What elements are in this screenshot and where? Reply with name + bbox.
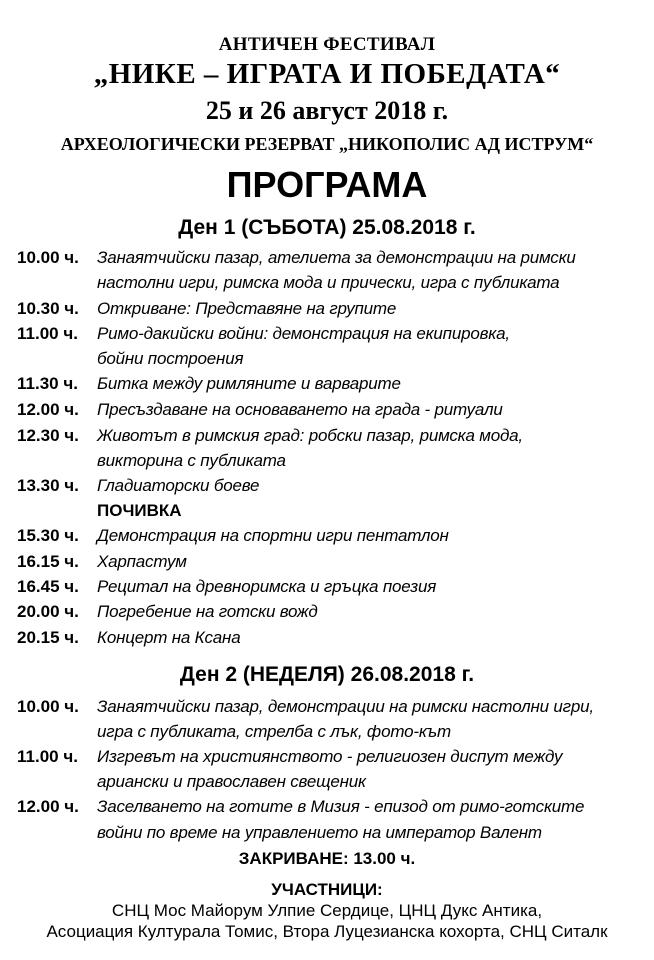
participants-line: Асоциация Културала Томис, Втора Луцезианска кохорта, СНЦ Ситалк bbox=[46, 922, 608, 941]
schedule-text: Занаятчийски пазар, демонстрации на римски настолни игри, bbox=[97, 697, 594, 716]
schedule-time: 12.00 ч. bbox=[17, 400, 79, 419]
pause-label: ПОЧИВКА bbox=[97, 501, 182, 520]
schedule-text: Харпастум bbox=[97, 552, 187, 571]
schedule-text: Гладиаторски боеве bbox=[97, 476, 260, 495]
schedule-time: 12.30 ч. bbox=[17, 426, 79, 445]
schedule-text: Погребение на готски вожд bbox=[97, 602, 318, 621]
schedule-text: Животът в римския град: робски пазар, римска мода, bbox=[97, 426, 523, 445]
schedule-time: 16.45 ч. bbox=[17, 577, 79, 596]
schedule-time: 20.15 ч. bbox=[17, 628, 79, 647]
schedule-time: 16.15 ч. bbox=[17, 552, 79, 571]
schedule-time: 10.00 ч. bbox=[17, 248, 79, 267]
schedule-text: Пресъздаване на основаването на града - ритуали bbox=[97, 400, 503, 419]
schedule-text-cont: войни по време на управлението на император Валент bbox=[97, 823, 542, 842]
program-title: ПРОГРАМА bbox=[226, 164, 428, 205]
schedule-time: 10.30 ч. bbox=[17, 299, 79, 318]
schedule-text-cont: игра с публиката, стрелба с лък, фото-кът bbox=[97, 722, 451, 741]
day1-title: Ден 1 (СЪБОТА) 25.08.2018 г. bbox=[178, 216, 476, 239]
participants-line: СНЦ Мос Майорум Улпие Сердице, ЦНЦ Дукс Антика, bbox=[111, 901, 543, 920]
schedule-time: 20.00 ч. bbox=[17, 602, 79, 621]
festival-venue: АРХЕОЛОГИЧЕСКИ РЕЗЕРВАТ „НИКОПОЛИС АД ИСТРУМ“ bbox=[60, 134, 594, 154]
schedule-time: 11.00 ч. bbox=[17, 747, 78, 766]
schedule-text-cont: настолни игри, римска мода и прически, игра с публиката bbox=[97, 273, 560, 292]
schedule-time: 15.30 ч. bbox=[17, 526, 79, 545]
schedule-time: 11.30 ч. bbox=[17, 374, 78, 393]
schedule-text-cont: бойни построения bbox=[97, 349, 244, 368]
schedule-text: Демонстрация на спортни игри пентатлон bbox=[97, 526, 449, 545]
schedule-text: Занаятчийски пазар, ателиета за демонстрации на римски bbox=[97, 248, 576, 267]
festival-title: „НИКЕ – ИГРАТА И ПОБЕДАТА“ bbox=[93, 58, 561, 90]
festival-dates: 25 и 26 август 2018 г. bbox=[205, 96, 449, 125]
schedule-text: Откриване: Представяне на групите bbox=[97, 299, 397, 318]
schedule-text: Изгревът на християнството - религиозен диспут между bbox=[97, 747, 563, 766]
schedule-time: 12.00 ч. bbox=[17, 797, 79, 816]
schedule-text: Заселването на готите в Мизия - епизод от римо-готските bbox=[97, 797, 585, 816]
schedule-text-cont: ариански и православен свещеник bbox=[97, 772, 366, 791]
schedule-time: 11.00 ч. bbox=[17, 324, 78, 343]
schedule-text-cont: викторина с публиката bbox=[97, 451, 286, 470]
closing-label: ЗАКРИВАНЕ: 13.00 ч. bbox=[238, 849, 416, 868]
festival-label: АНТИЧЕН ФЕСТИВАЛ bbox=[218, 34, 436, 55]
schedule-text: Рецитал на древноримска и гръцка поезия bbox=[97, 577, 437, 596]
schedule-time: 13.30 ч. bbox=[17, 476, 79, 495]
schedule-text: Битка между римляните и варварите bbox=[97, 374, 401, 393]
schedule-text: Римо-дакийски войни: демонстрация на екипировка, bbox=[97, 324, 510, 343]
participants-title: УЧАСТНИЦИ: bbox=[271, 880, 383, 899]
schedule-text: Концерт на Ксана bbox=[97, 628, 241, 647]
day2-title: Ден 2 (НЕДЕЛЯ) 26.08.2018 г. bbox=[179, 663, 475, 686]
schedule-time: 10.00 ч. bbox=[17, 697, 79, 716]
